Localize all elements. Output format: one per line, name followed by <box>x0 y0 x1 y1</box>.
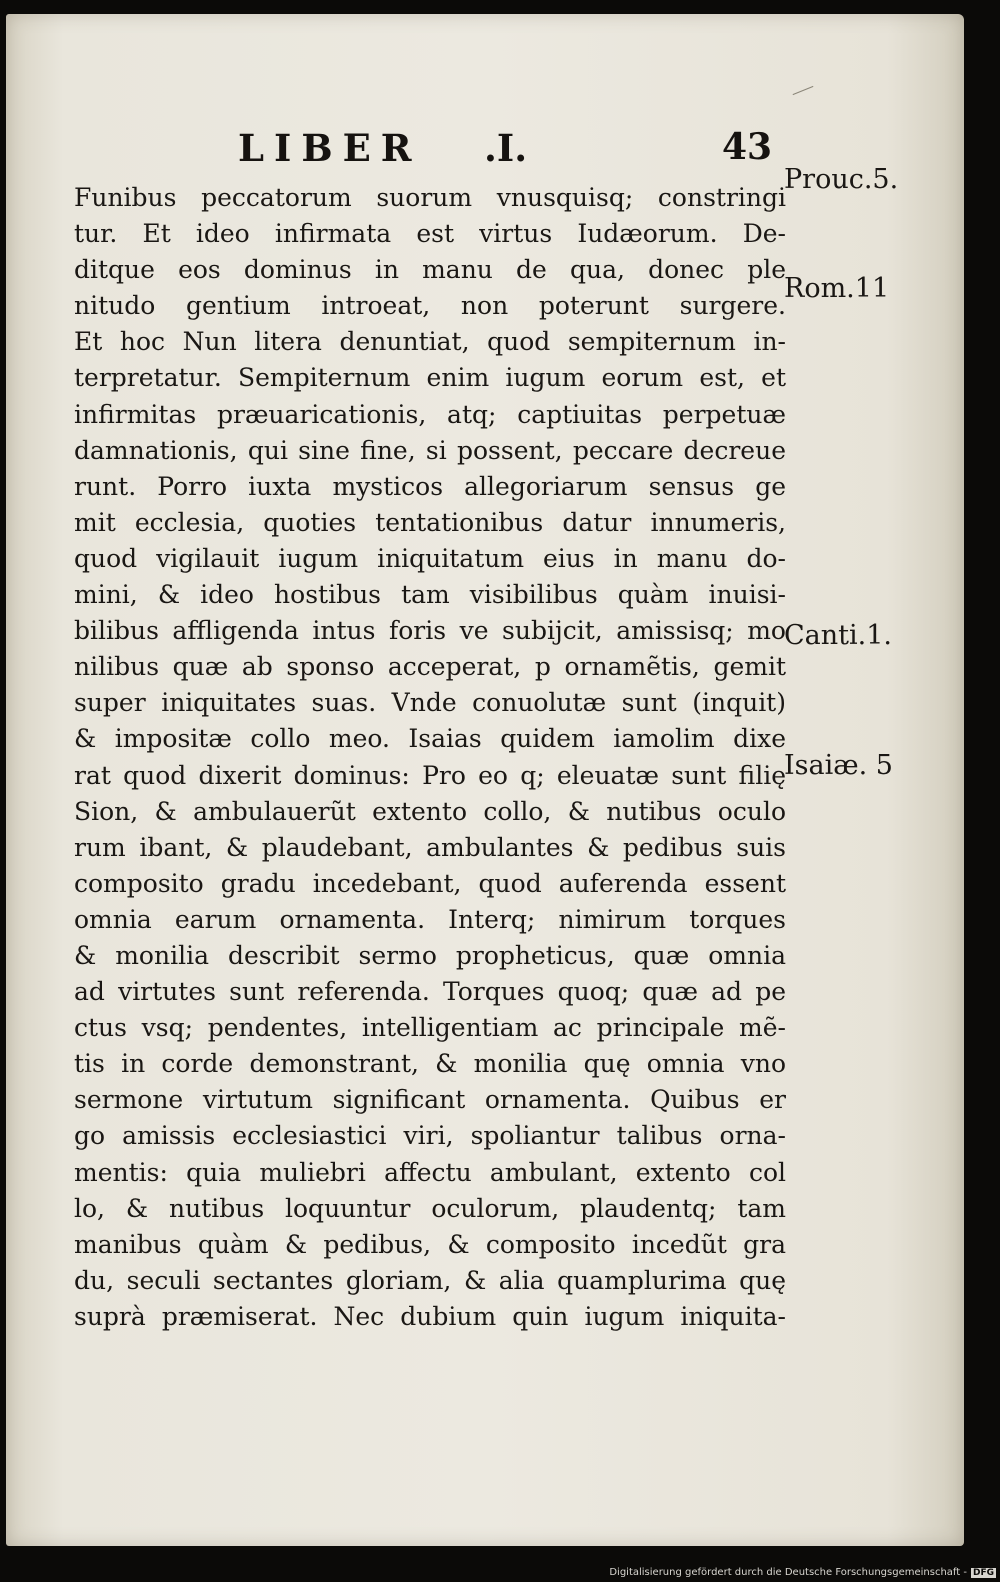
text-line: manibus quàm & pedibus, & composito incedũt gra <box>74 1229 786 1259</box>
book-page <box>6 14 964 1546</box>
text-line: Et hoc Nun litera denuntiat, quod sempiternum in- <box>74 327 786 357</box>
running-title: LIBER <box>238 126 422 170</box>
text-line: ctus vsq; pendentes, intelligentiam ac principale mẽ- <box>74 1013 786 1043</box>
margin-note: Canti.1. <box>784 620 892 651</box>
text-line: rum ibant, & plaudebant, ambulantes & pedibus suis <box>74 832 786 862</box>
text-line: lo, & nutibus loquuntur oculorum, plaudentq; tam <box>74 1193 786 1223</box>
text-line: ad virtutes sunt referenda. Torques quoq; quæ ad pe <box>74 977 786 1007</box>
text-line: suprà præmiserat. Nec dubium quin iugum iniquita- <box>74 1301 786 1331</box>
text-line: infirmitas præuaricationis, atq; captiuitas perpetuæ <box>74 399 786 429</box>
text-line: mit ecclesia, quoties tentationibus datur innumeris, <box>74 507 786 537</box>
text-line: nilibus quæ ab sponso acceperat, p ornamẽtis, gemit <box>74 652 786 682</box>
text-line: tur. Et ideo infirmata est virtus Iudæorum. De- <box>74 219 786 249</box>
text-line: & monilia describit sermo propheticus, quæ omnia <box>74 940 786 970</box>
margin-note: Isaiæ. 5 <box>784 750 893 781</box>
text-line: omnia earum ornamenta. Interq; nimirum torques <box>74 904 786 934</box>
text-line: go amissis ecclesiastici viri, spoliantur talibus orna- <box>74 1121 786 1151</box>
margin-notes <box>784 14 964 1546</box>
text-line: ditque eos dominus in manu de qua, donec ple <box>74 255 786 285</box>
text-line: sermone virtutum significant ornamenta. Quibus er <box>74 1085 786 1115</box>
text-line: Funibus peccatorum suorum vnusquisq; constringi <box>74 183 786 212</box>
text-line: mini, & ideo hostibus tam visibilibus quàm inuisi- <box>74 580 786 610</box>
margin-note: Prouc.5. <box>784 164 899 195</box>
margin-note: Rom.11 <box>784 273 890 304</box>
body-text <box>74 180 786 1335</box>
text-line: runt. Porro iuxta mysticos allegoriarum sensus ge <box>74 471 786 501</box>
text-line: composito gradu incedebant, quod auferenda essent <box>74 868 786 898</box>
page-number: 43 <box>722 126 773 168</box>
text-line: bilibus affligenda intus foris ve subijcit, amissisq; mo <box>74 616 786 646</box>
text-line: nitudo gentium introeat, non poterunt surgere. <box>74 291 786 321</box>
text-line: rat quod dixerit dominus: Pro eo q; eleuatæ sunt filię <box>74 760 786 790</box>
text-line: super iniquitates suas. Vnde conuolutæ sunt (inquit) <box>74 688 786 718</box>
text-line: & impositæ collo meo. Isaias quidem iamolim dixe <box>74 724 786 754</box>
text-line: quod vigilauit iugum iniquitatum eius in manu do- <box>74 543 786 573</box>
dfg-logo: DFG <box>972 1567 994 1578</box>
text-line: tis in corde demonstrant, & monilia quę omnia vno <box>74 1049 786 1079</box>
credit-text: Digitalisierung gefördert durch die Deutsche Forschungsgemeinschaft - <box>609 1567 967 1578</box>
text-line: mentis: quia muliebri affectu ambulant, extento col <box>74 1157 786 1187</box>
text-line: du, seculi sectantes gloriam, & alia quamplurima quę <box>74 1265 786 1295</box>
text-line: damnationis, qui sine fine, si possent, peccare decreue <box>74 435 786 465</box>
digitization-credit <box>609 1567 996 1578</box>
text-line: Sion, & ambulauerũt extento collo, & nutibus oculo <box>74 796 786 826</box>
book-number: .I. <box>484 126 528 170</box>
text-line: terpretatur. Sempiternum enim iugum eorum est, et <box>74 363 786 393</box>
